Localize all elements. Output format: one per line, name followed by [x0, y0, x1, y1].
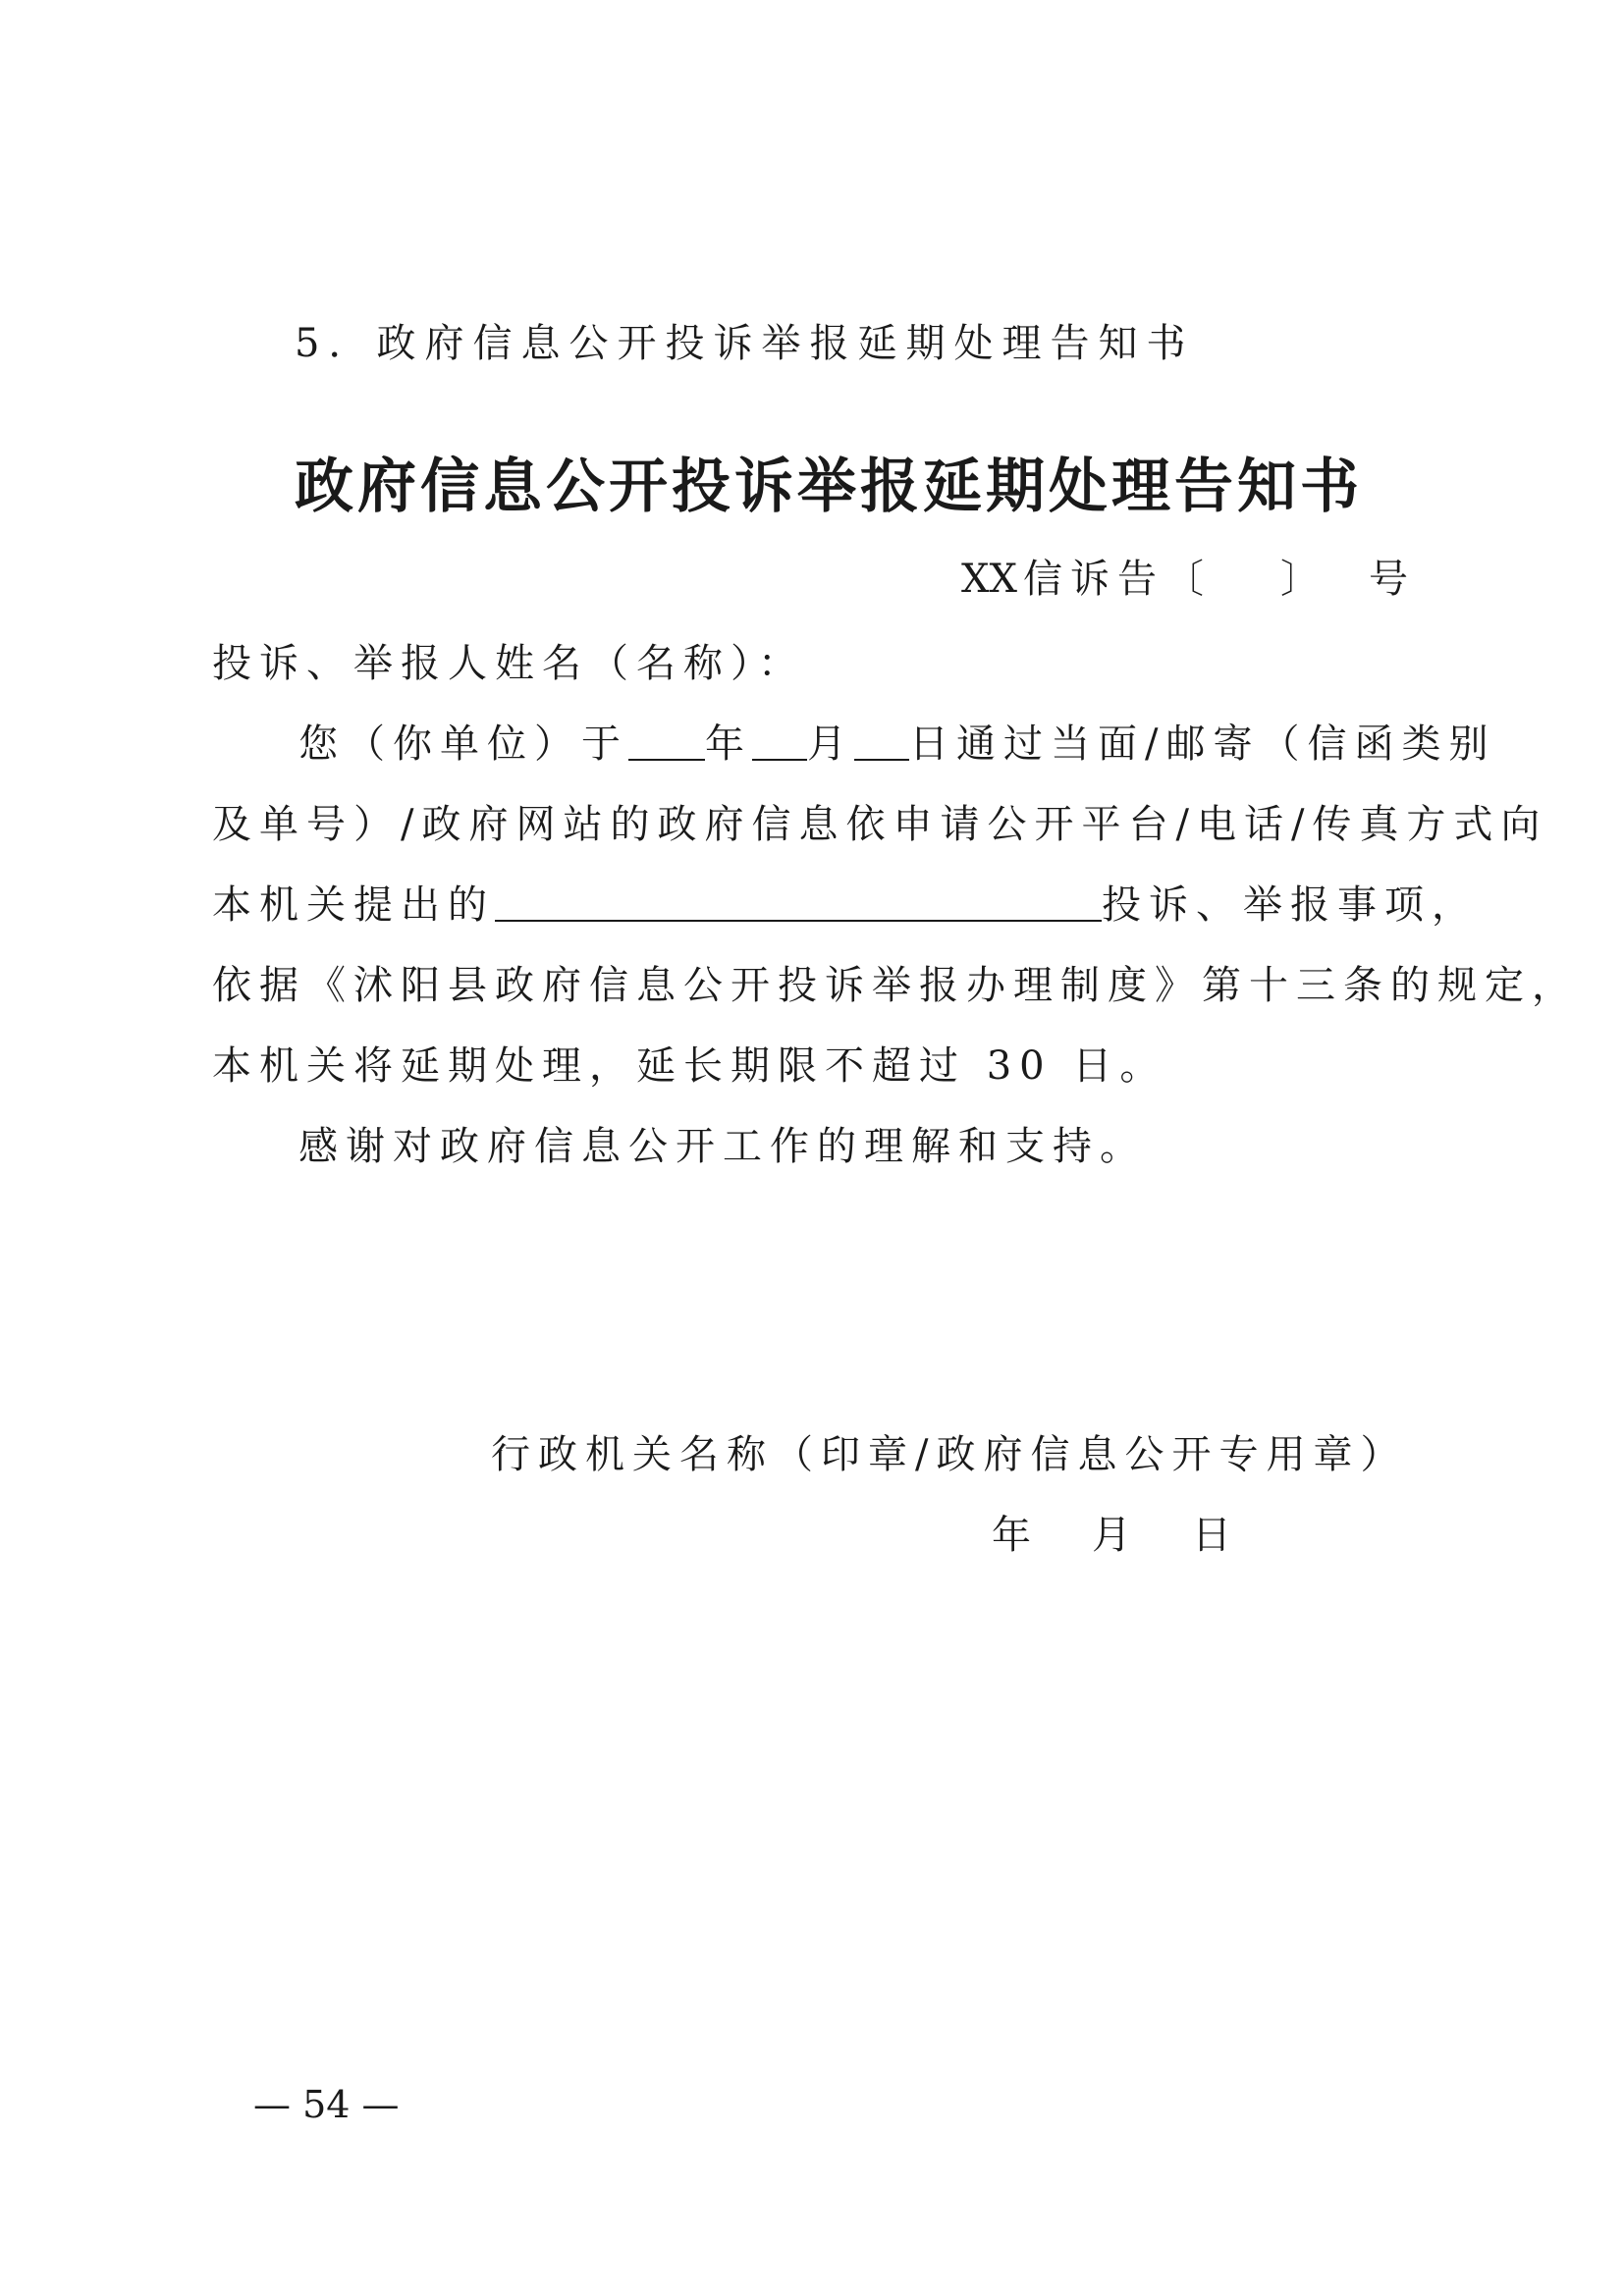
body-text: 本机关提出的	[212, 882, 495, 928]
body-text: 日通过当面/邮寄（信函类别	[909, 721, 1496, 767]
date-month: 月	[1092, 1513, 1131, 1558]
body-text: 投诉、举报事项，	[1102, 882, 1479, 928]
year-label: 年	[705, 721, 752, 767]
body-line-2: 及单号）/政府网站的政府信息依申请公开平台/电话/传真方式向	[212, 802, 1548, 847]
matter-blank	[495, 881, 1102, 922]
document-title: 政府信息公开投诉举报延期处理告知书	[295, 453, 1363, 521]
signature-date	[992, 1504, 1231, 1560]
page-number: — 54 —	[253, 2083, 400, 2126]
body-line-5: 本机关将延期处理，延长期限不超过 30 日。	[212, 1043, 1167, 1089]
body-line-3	[212, 874, 1479, 930]
thanks-paragraph: 感谢对政府信息公开工作的理解和支持。	[298, 1124, 1147, 1169]
body-line-4: 依据《沭阳县政府信息公开投诉举报办理制度》第十三条的规定，	[212, 963, 1579, 1008]
month-label: 月	[807, 721, 854, 767]
year-blank	[628, 720, 705, 761]
date-year: 年	[992, 1513, 1031, 1558]
addressee-line: 投诉、举报人姓名（名称）：	[212, 641, 805, 686]
authority-signature: 行政机关名称（印章/政府信息公开专用章）	[491, 1432, 1408, 1477]
doc-number-prefix: XX	[961, 557, 1017, 602]
date-day: 日	[1192, 1513, 1231, 1558]
doc-number-close: 〕	[1280, 557, 1327, 602]
doc-number-suffix: 号	[1369, 557, 1416, 602]
body-text: 您（你单位）于	[298, 721, 628, 767]
document-number	[961, 548, 1416, 604]
body-line-1	[212, 713, 1496, 769]
section-heading: 5．政府信息公开投诉举报延期处理告知书	[295, 321, 1195, 366]
day-blank	[854, 720, 909, 761]
doc-number-text: 信诉告〔	[1023, 557, 1212, 602]
month-blank	[752, 720, 807, 761]
